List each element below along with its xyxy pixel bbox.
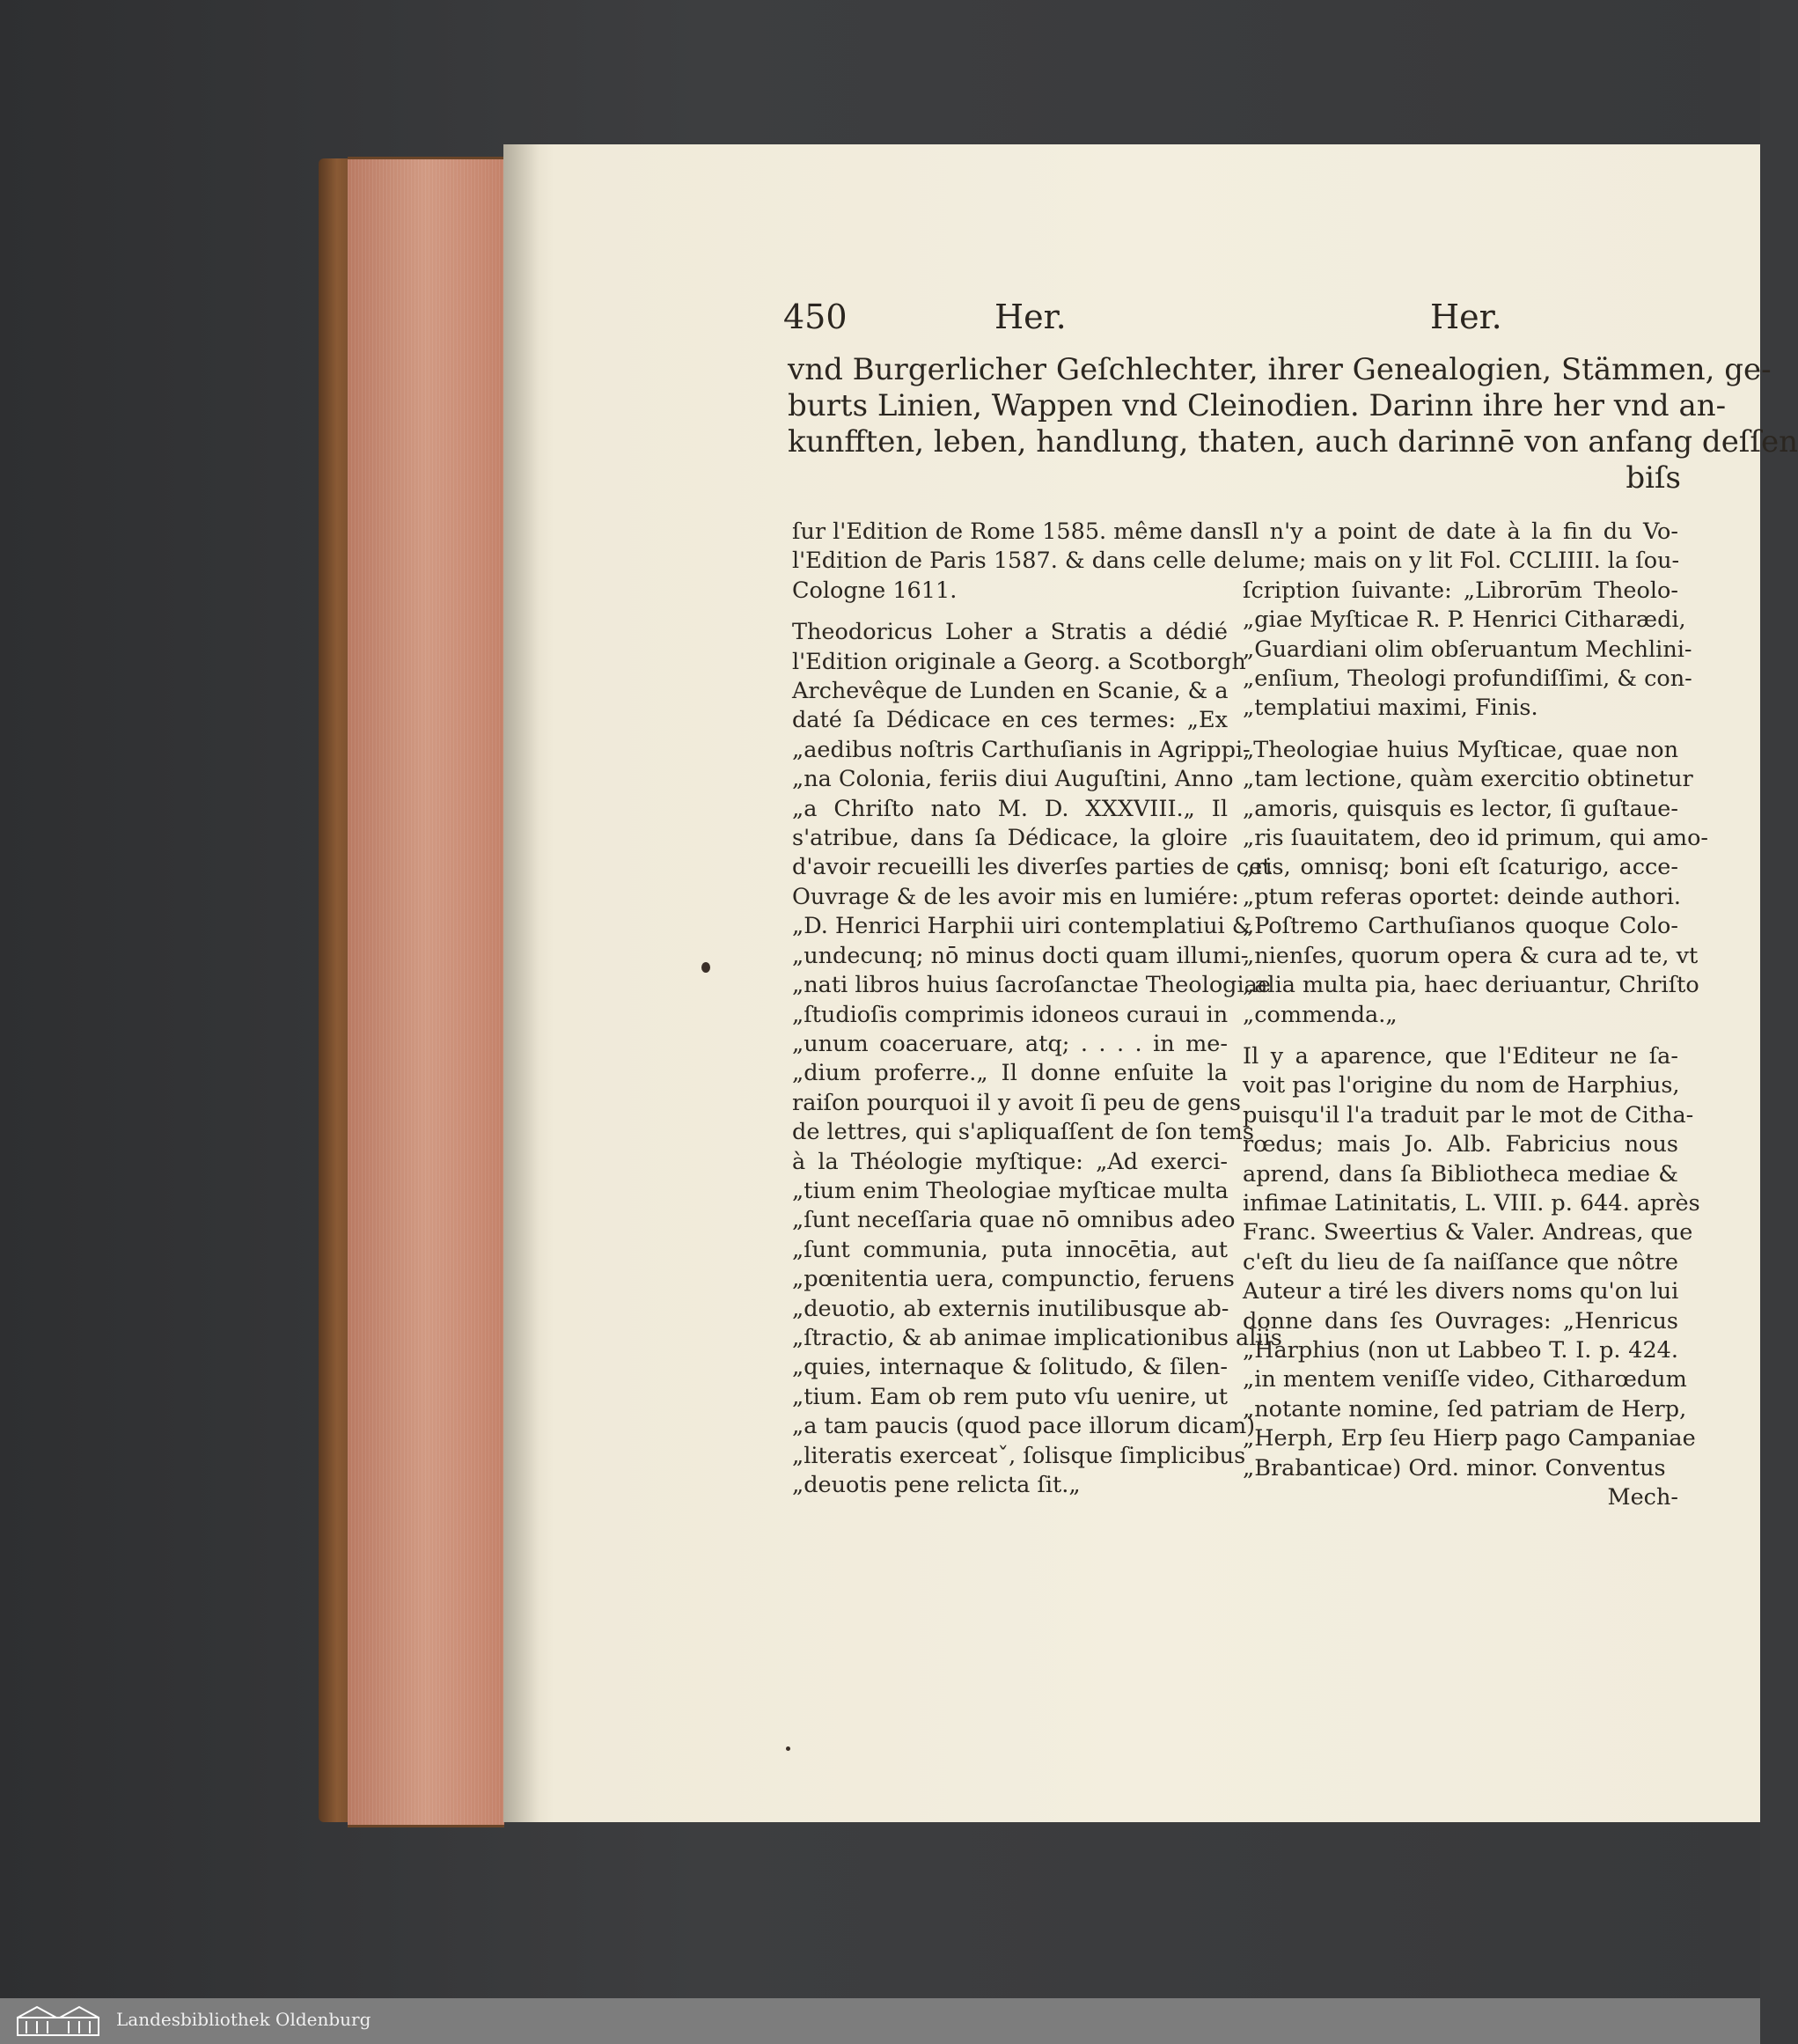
top-block — [788, 352, 1798, 496]
text-line: „alia multa pia, haec deriuantur, Chriſto — [1243, 972, 1699, 999]
text-line: „ſunt communia, puta innocētia, aut — [792, 1236, 1228, 1263]
text-line: donne dans ſes Ouvrages: „Henricus — [1243, 1307, 1678, 1334]
text-line: „Herph, Erp ſeu Hierp pago Campaniae — [1243, 1425, 1696, 1452]
header-left: Her. — [994, 298, 1067, 336]
text-line: „tam lectione, quàm exercitio obtinetur — [1243, 766, 1693, 793]
text-line: Archevêque de Lunden en Scanie, & a — [792, 678, 1229, 705]
library-name: Landesbibliothek Oldenburg — [116, 2009, 371, 2030]
text-line: „ris, omnisq; boni eſt ſcaturigo, acce- — [1243, 854, 1678, 881]
text-line: „a Chriſto nato M. D. XXXVIII.„ Il — [792, 795, 1228, 822]
top-line: biſs — [1626, 460, 1681, 496]
text-line: „ptum referas oportet: deinde authori. — [1243, 883, 1681, 910]
text-line: „Harphius (non ut Labbeo T. I. p. 424. — [1243, 1336, 1678, 1364]
text-line: „nati libros huius ſacroſanctae Theologiae — [792, 972, 1271, 999]
page-edges — [348, 157, 504, 1827]
text-line: daté ſa Dédicace en ces termes: „Ex — [792, 707, 1228, 734]
text-line: „Brabanticae) Ord. minor. Conventus — [1243, 1454, 1666, 1482]
text-line: de lettres, qui s'apliquaſſent de ſon tems — [792, 1119, 1254, 1146]
text-line: ſcription ſuivante: „Librorūm Theolo- — [1243, 577, 1678, 604]
text-line: Franc. Sweertius & Valer. Andreas, que — [1243, 1219, 1693, 1246]
text-line: „dium proferre.„ Il donne enſuite la — [792, 1060, 1228, 1087]
text-line: „quies, internaque & ſolitudo, & ſilen- — [792, 1354, 1228, 1381]
text-line: „Theologiae huius Myſticae, quae non — [1243, 736, 1678, 763]
running-header — [783, 298, 1681, 340]
ink-spot — [786, 1746, 790, 1751]
text-line: „commenda.„ — [1243, 1001, 1398, 1028]
text-line: lume; mais on y lit Fol. CCLIIII. la ſou- — [1243, 548, 1680, 575]
text-line: „ſtractio, & ab animae implicationibus aliis — [792, 1324, 1282, 1351]
text-line: „enſium, Theologi profundiſſimi, & con- — [1243, 665, 1692, 693]
text-line: voit pas l'origine du nom de Harphius, — [1243, 1072, 1680, 1099]
text-line: „notante nomine, ſed patriam de Herp, — [1243, 1395, 1687, 1423]
text-line: „in mentem veniſſe video, Citharœdum — [1243, 1366, 1687, 1393]
text-line: „a tam paucis (quod pace illorum dicam) — [792, 1413, 1256, 1440]
text-line: l'Edition de Paris 1587. & dans celle de — [792, 548, 1242, 575]
text-line: Auteur a tiré les divers noms qu'on lui — [1243, 1278, 1679, 1305]
text-line: „tium enim Theologiae myſticae multa — [792, 1177, 1229, 1204]
header-right: Her. — [1430, 298, 1502, 336]
text-line: „ſunt neceſſaria quae nō omnibus adeo — [792, 1207, 1236, 1234]
catchword: Mech- — [1607, 1484, 1678, 1511]
text-line: „pœnitentia uera, compunctio, feruens — [792, 1266, 1235, 1293]
text-line: Il y a aparence, que l'Editeur ne ſa- — [1243, 1042, 1678, 1070]
text-line: infimae Latinitatis, L. VIII. p. 644. après — [1243, 1189, 1700, 1217]
text-line: „templatiui maximi, Finis. — [1243, 695, 1538, 722]
library-logo — [12, 2004, 104, 2039]
text-line: „nienſes, quorum opera & cura ad te, vt — [1243, 942, 1699, 969]
right-column — [1243, 518, 1709, 1512]
text-line: „ris ſuauitatem, deo id primum, qui amo- — [1243, 825, 1709, 852]
text-line: „literatis exerceatˇ, ſolisque ſimplicibus — [792, 1442, 1246, 1469]
text-line: aprend, dans ſa Bibliotheca mediae & — [1243, 1160, 1678, 1187]
text-line: „deuotis pene relicta ſit.„ — [792, 1472, 1081, 1498]
paragraph-gap — [1243, 724, 1678, 736]
text-line: Ouvrage & de les avoir mis en lumiére: — [792, 883, 1239, 910]
paragraph-gap — [1243, 1030, 1678, 1042]
text-line: Cologne 1611. — [792, 577, 958, 604]
top-line: kunfften, leben, handlung, thaten, auch darinnē von anfang deſſen — [788, 424, 1798, 460]
text-line: s'atribue, dans ſa Dédicace, la gloire — [792, 825, 1228, 852]
ink-spot — [701, 962, 710, 973]
text-line: d'avoir recueilli les diverſes parties de cet — [792, 854, 1272, 881]
text-line: l'Edition originale a Georg. a Scotborgh — [792, 648, 1246, 675]
page-number: 450 — [783, 298, 848, 336]
text-line: „amoris, quisquis es lector, ſi guſtaue- — [1243, 795, 1678, 822]
top-line: vnd Burgerlicher Geſchlechter, ihrer Genealogien, Stämmen, ge- — [788, 352, 1772, 387]
text-line: „unum coaceruare, atq; . . . . in me- — [792, 1030, 1228, 1057]
text-line: „aedibus noſtris Carthuſianis in Agrippi- — [792, 736, 1251, 763]
text-line: Theodoricus Loher a Stratis a dédié — [792, 619, 1228, 646]
text-line: „tium. Eam ob rem puto vſu uenire, ut — [792, 1383, 1228, 1410]
text-line: puisqu'il l'a traduit par le mot de Citha- — [1243, 1101, 1694, 1129]
text-line: „ſtudioſis comprimis idoneos curaui in — [792, 1001, 1229, 1028]
text-line: „undecunq; nō minus docti quam illumi- — [792, 942, 1249, 969]
text-line: Il n'y a point de date à la fin du Vo- — [1243, 518, 1678, 545]
text-line: ſur l'Edition de Rome 1585. même dans — [792, 518, 1244, 545]
left-column — [792, 518, 1282, 1500]
text-line: raiſon pourquoi il y avoit ſi peu de gens — [792, 1089, 1241, 1116]
text-line: „Guardiani olim obſeruantum Mechlini- — [1243, 636, 1692, 663]
text-line: „Poſtremo Carthuſianos quoque Colo- — [1243, 913, 1678, 940]
gutter-shadow — [503, 144, 539, 1822]
top-line: burts Linien, Wappen vnd Cleinodien. Darinn ihre her vnd an- — [788, 388, 1727, 423]
text-line: „deuotio, ab externis inutilibusque ab- — [792, 1295, 1229, 1322]
text-line: „giae Myſticae R. P. Henrici Citharædi, — [1243, 607, 1686, 634]
text-line: à la Théologie myſtique: „Ad exerci- — [792, 1148, 1228, 1175]
text-line: c'eſt du lieu de ſa naiſſance que nôtre — [1243, 1248, 1678, 1276]
text-line: rœdus; mais Jo. Alb. Fabricius nous — [1243, 1131, 1678, 1158]
paragraph-gap — [792, 606, 1228, 618]
text-line: „D. Henrici Harphii uiri contemplatiui & — [792, 913, 1252, 940]
text-line: „na Colonia, feriis diui Auguſtini, Anno — [792, 766, 1234, 793]
